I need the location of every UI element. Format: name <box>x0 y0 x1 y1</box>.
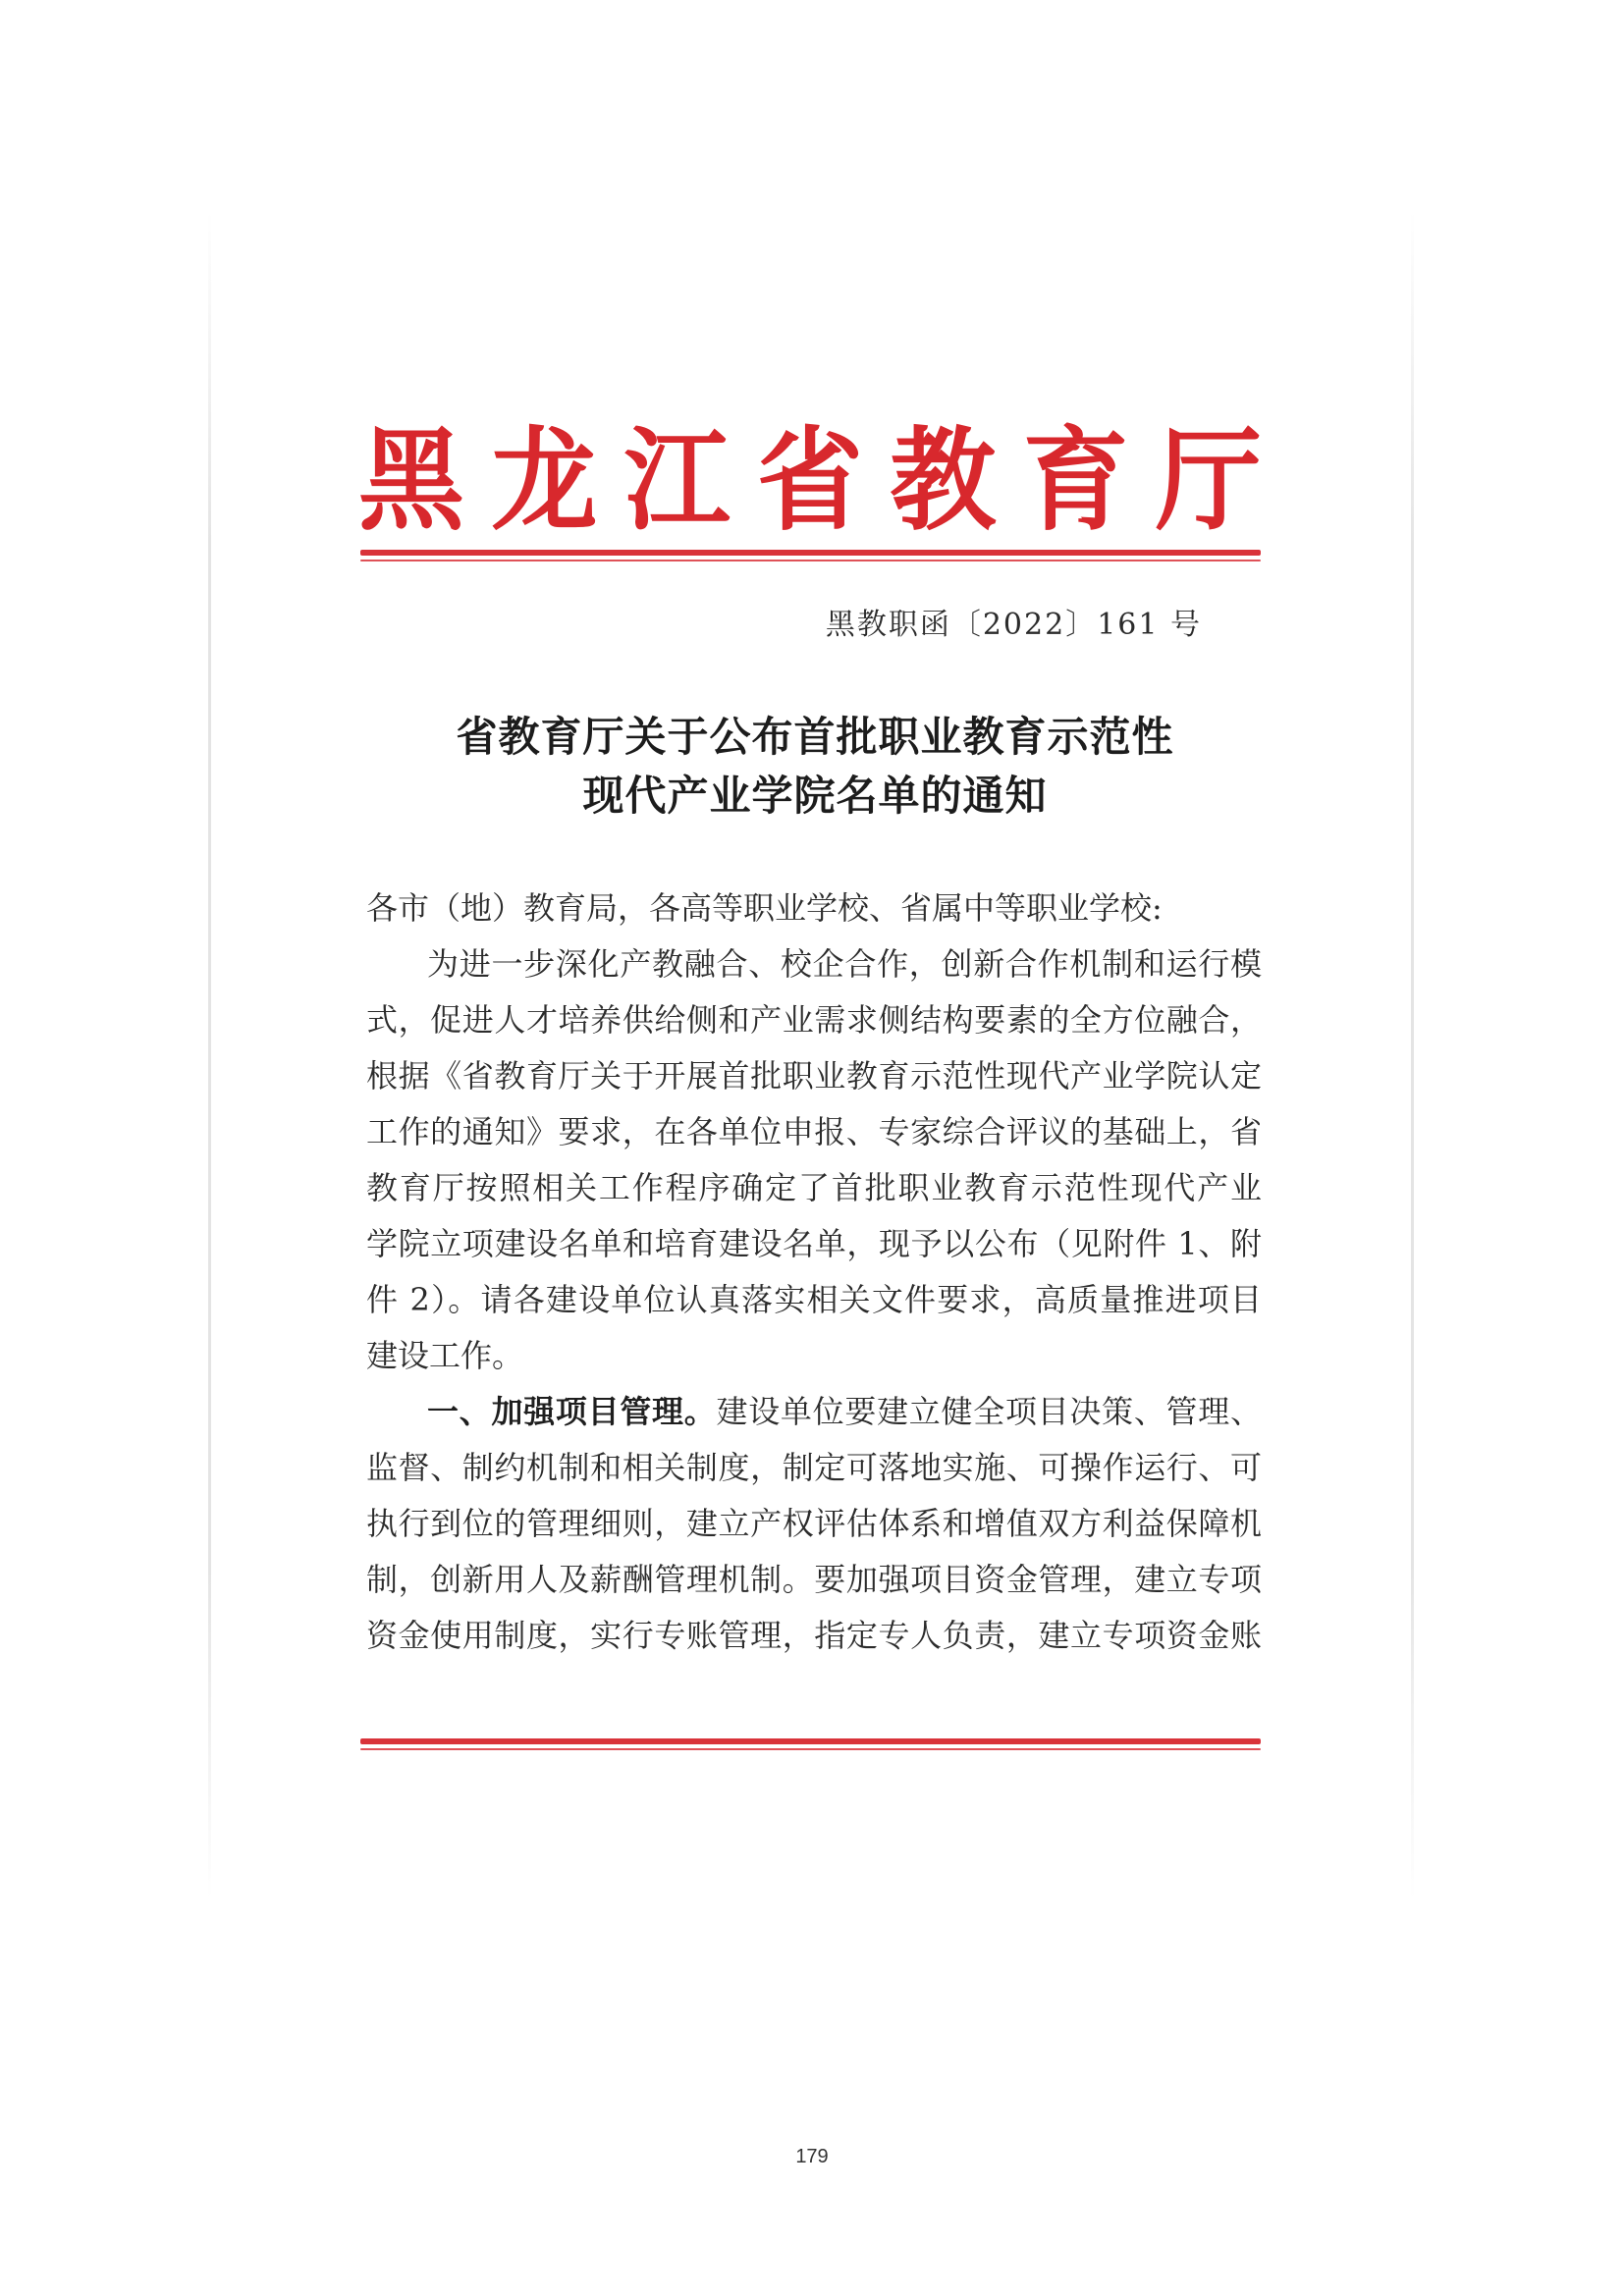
section1-line: 监督、制约机制和相关制度，制定可落地实施、可操作运行、可 <box>366 1449 1262 1486</box>
document-title-line-2: 现代产业学院名单的通知 <box>582 772 1048 820</box>
letterhead-title <box>358 417 1262 545</box>
document-title-line-1: 省教育厅关于公布首批职业教育示范性 <box>456 713 1174 761</box>
paragraph1-line: 学院立项建设名单和培育建设名单，现予以公布（见附件 1、附 <box>366 1225 1262 1262</box>
letterhead-rule-thin <box>360 560 1261 561</box>
letterhead-char-6: 育 <box>1022 415 1129 547</box>
section1-first-line-text: 建设单位要建立健全项目决策、管理、 <box>716 1393 1262 1430</box>
page-number: 179 <box>795 2146 829 2167</box>
section1-line: 执行到位的管理细则，建立产权评估体系和增值双方利益保障机 <box>366 1505 1262 1542</box>
paragraph1-line: 建设工作。 <box>366 1337 524 1374</box>
letterhead-char-3: 江 <box>623 415 731 547</box>
addressee: 各市（地）教育局，各高等职业学校、省属中等职业学校: <box>366 889 1163 927</box>
footer-rule-thin <box>360 1748 1261 1750</box>
scan-edge-right <box>1411 211 1414 1899</box>
letterhead-char-1: 黑 <box>358 415 465 547</box>
letterhead-char-5: 教 <box>890 415 997 547</box>
paragraph1-line: 根据《省教育厅关于开展首批职业教育示范性现代产业学院认定 <box>366 1057 1262 1095</box>
footer-rule-thick <box>360 1738 1261 1744</box>
letterhead-char-2: 龙 <box>491 415 598 547</box>
document-number: 黑教职函〔2022〕161 号 <box>825 608 1202 642</box>
paragraph1-line: 为进一步深化产教融合、校企合作，创新合作机制和运行模 <box>427 945 1262 983</box>
letterhead-char-4: 省 <box>756 415 863 547</box>
section1-line: 资金使用制度，实行专账管理，指定专人负责，建立专项资金账 <box>366 1617 1262 1654</box>
paragraph1-line: 式，促进人才培养供给侧和产业需求侧结构要素的全方位融合， <box>366 1001 1262 1039</box>
letterhead-rule-thick <box>360 550 1261 556</box>
paragraph1-line: 教育厅按照相关工作程序确定了首批职业教育示范性现代产业 <box>366 1169 1262 1206</box>
paragraph1-line: 件 2）。请各建设单位认真落实相关文件要求，高质量推进项目 <box>366 1281 1262 1318</box>
section1-first-line <box>427 1392 1262 1431</box>
scan-edge-left <box>208 211 211 1899</box>
section1-heading: 一、加强项目管理。 <box>427 1393 717 1430</box>
paragraph1-line: 工作的通知》要求，在各单位申报、专家综合评议的基础上，省 <box>366 1113 1262 1150</box>
section1-line: 制，创新用人及薪酬管理机制。要加强项目资金管理，建立专项 <box>366 1561 1262 1598</box>
letterhead-char-7: 厅 <box>1155 415 1262 547</box>
